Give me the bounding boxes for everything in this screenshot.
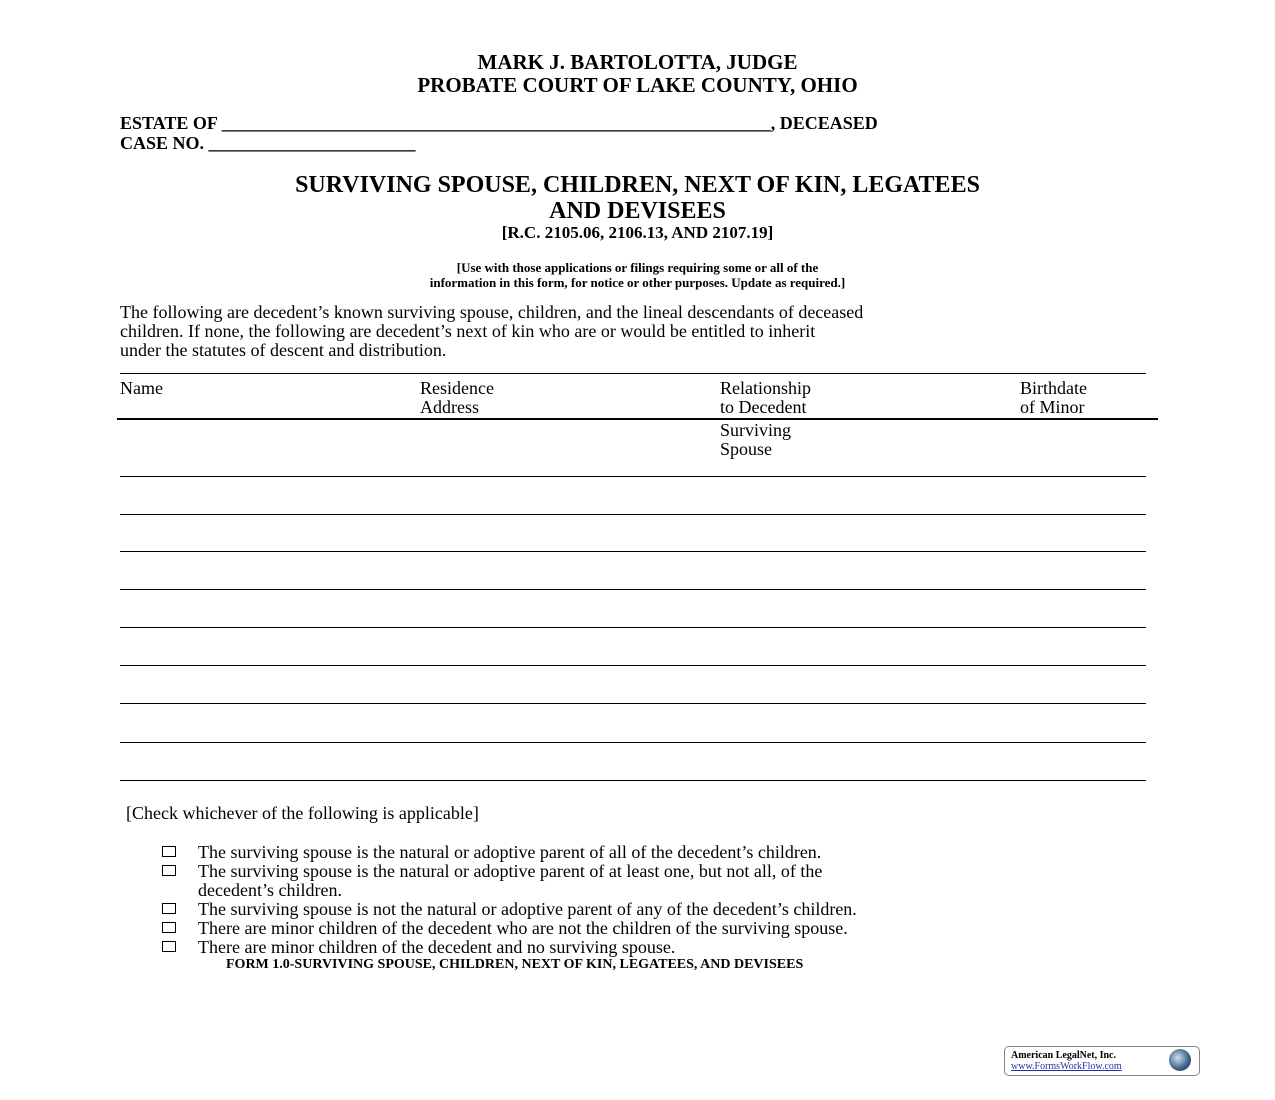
- surviving-label: Surviving: [720, 420, 792, 440]
- intro-line: under the statutes of descent and distribution.: [120, 340, 447, 360]
- form-footer: FORM 1.0-SURVIVING SPOUSE, CHILDREN, NEXT OF KIN, LEGATEES, AND DEVISEES: [226, 957, 804, 972]
- entry-row-line[interactable]: [120, 742, 1146, 743]
- note-line-2: information in this form, for notice or other purposes. Update as required.]: [429, 275, 846, 290]
- form-title-1: SURVIVING SPOUSE, CHILDREN, NEXT OF KIN, LEGATEES: [295, 172, 980, 198]
- entry-row-line[interactable]: [120, 780, 1146, 781]
- check-option: The surviving spouse is the natural or adoptive parent of at least one, but not all, of the: [198, 861, 823, 881]
- entry-row-line[interactable]: [120, 627, 1146, 628]
- spouse-label: Spouse: [720, 439, 773, 459]
- logo-company: American LegalNet, Inc.: [1011, 1050, 1116, 1061]
- logo-url[interactable]: www.FormsWorkFlow.com: [1011, 1061, 1122, 1072]
- entry-row-line[interactable]: [120, 551, 1146, 552]
- checkbox[interactable]: [162, 941, 176, 952]
- header-of-minor: of Minor: [1020, 397, 1085, 417]
- header-to-decedent: to Decedent: [720, 397, 807, 417]
- entry-row-line[interactable]: [120, 514, 1146, 515]
- check-option: decedent’s children.: [198, 880, 342, 900]
- header-relationship: Relationship: [720, 378, 811, 398]
- estate-line: ESTATE OF _____________________________________________________________, DECEASED: [120, 113, 878, 133]
- entry-row-line[interactable]: [120, 476, 1146, 477]
- header-birthdate: Birthdate: [1020, 378, 1087, 398]
- note-line-1: [Use with those applications or filings requiring some or all of the: [456, 260, 819, 275]
- judge-name: MARK J. BARTOLOTTA, JUDGE: [477, 50, 798, 74]
- check-instruction: [Check whichever of the following is applicable]: [126, 803, 479, 823]
- intro-line: The following are decedent’s known surviving spouse, children, and the lineal descendants of deceased: [120, 302, 864, 322]
- statutes: [R.C. 2105.06, 2106.13, AND 2107.19]: [501, 223, 774, 242]
- check-option: There are minor children of the decedent and no surviving spouse.: [198, 937, 676, 957]
- header-rule: [117, 418, 1158, 420]
- checkbox[interactable]: [162, 922, 176, 933]
- check-option: The surviving spouse is the natural or adoptive parent of all of the decedent’s children.: [198, 842, 822, 862]
- check-option: The surviving spouse is not the natural or adoptive parent of any of the decedent’s children.: [198, 899, 857, 919]
- globe-icon: [1169, 1049, 1191, 1071]
- form-title-2: AND DEVISEES: [549, 198, 726, 224]
- estate-name-field[interactable]: _____________________________________________________________: [221, 113, 771, 133]
- header-residence: Residence: [420, 378, 494, 398]
- check-option: There are minor children of the decedent who are not the children of the surviving spouse.: [198, 918, 848, 938]
- checkbox[interactable]: [162, 903, 176, 914]
- header-name: Name: [120, 378, 163, 398]
- checkbox[interactable]: [162, 865, 176, 876]
- case-number-field[interactable]: _______________________: [208, 133, 416, 153]
- checkbox[interactable]: [162, 846, 176, 857]
- header-address: Address: [420, 397, 479, 417]
- entry-row-line[interactable]: [120, 703, 1146, 704]
- intro-line: children. If none, the following are decedent’s next of kin who are or would be entitled to inherit: [120, 321, 816, 341]
- divider: [120, 373, 1146, 374]
- case-line: CASE NO. _______________________: [120, 133, 416, 153]
- legalnet-logo[interactable]: [1004, 1046, 1200, 1076]
- court-name: PROBATE COURT OF LAKE COUNTY, OHIO: [417, 73, 858, 97]
- entry-row-line[interactable]: [120, 665, 1146, 666]
- entry-row-line[interactable]: [120, 589, 1146, 590]
